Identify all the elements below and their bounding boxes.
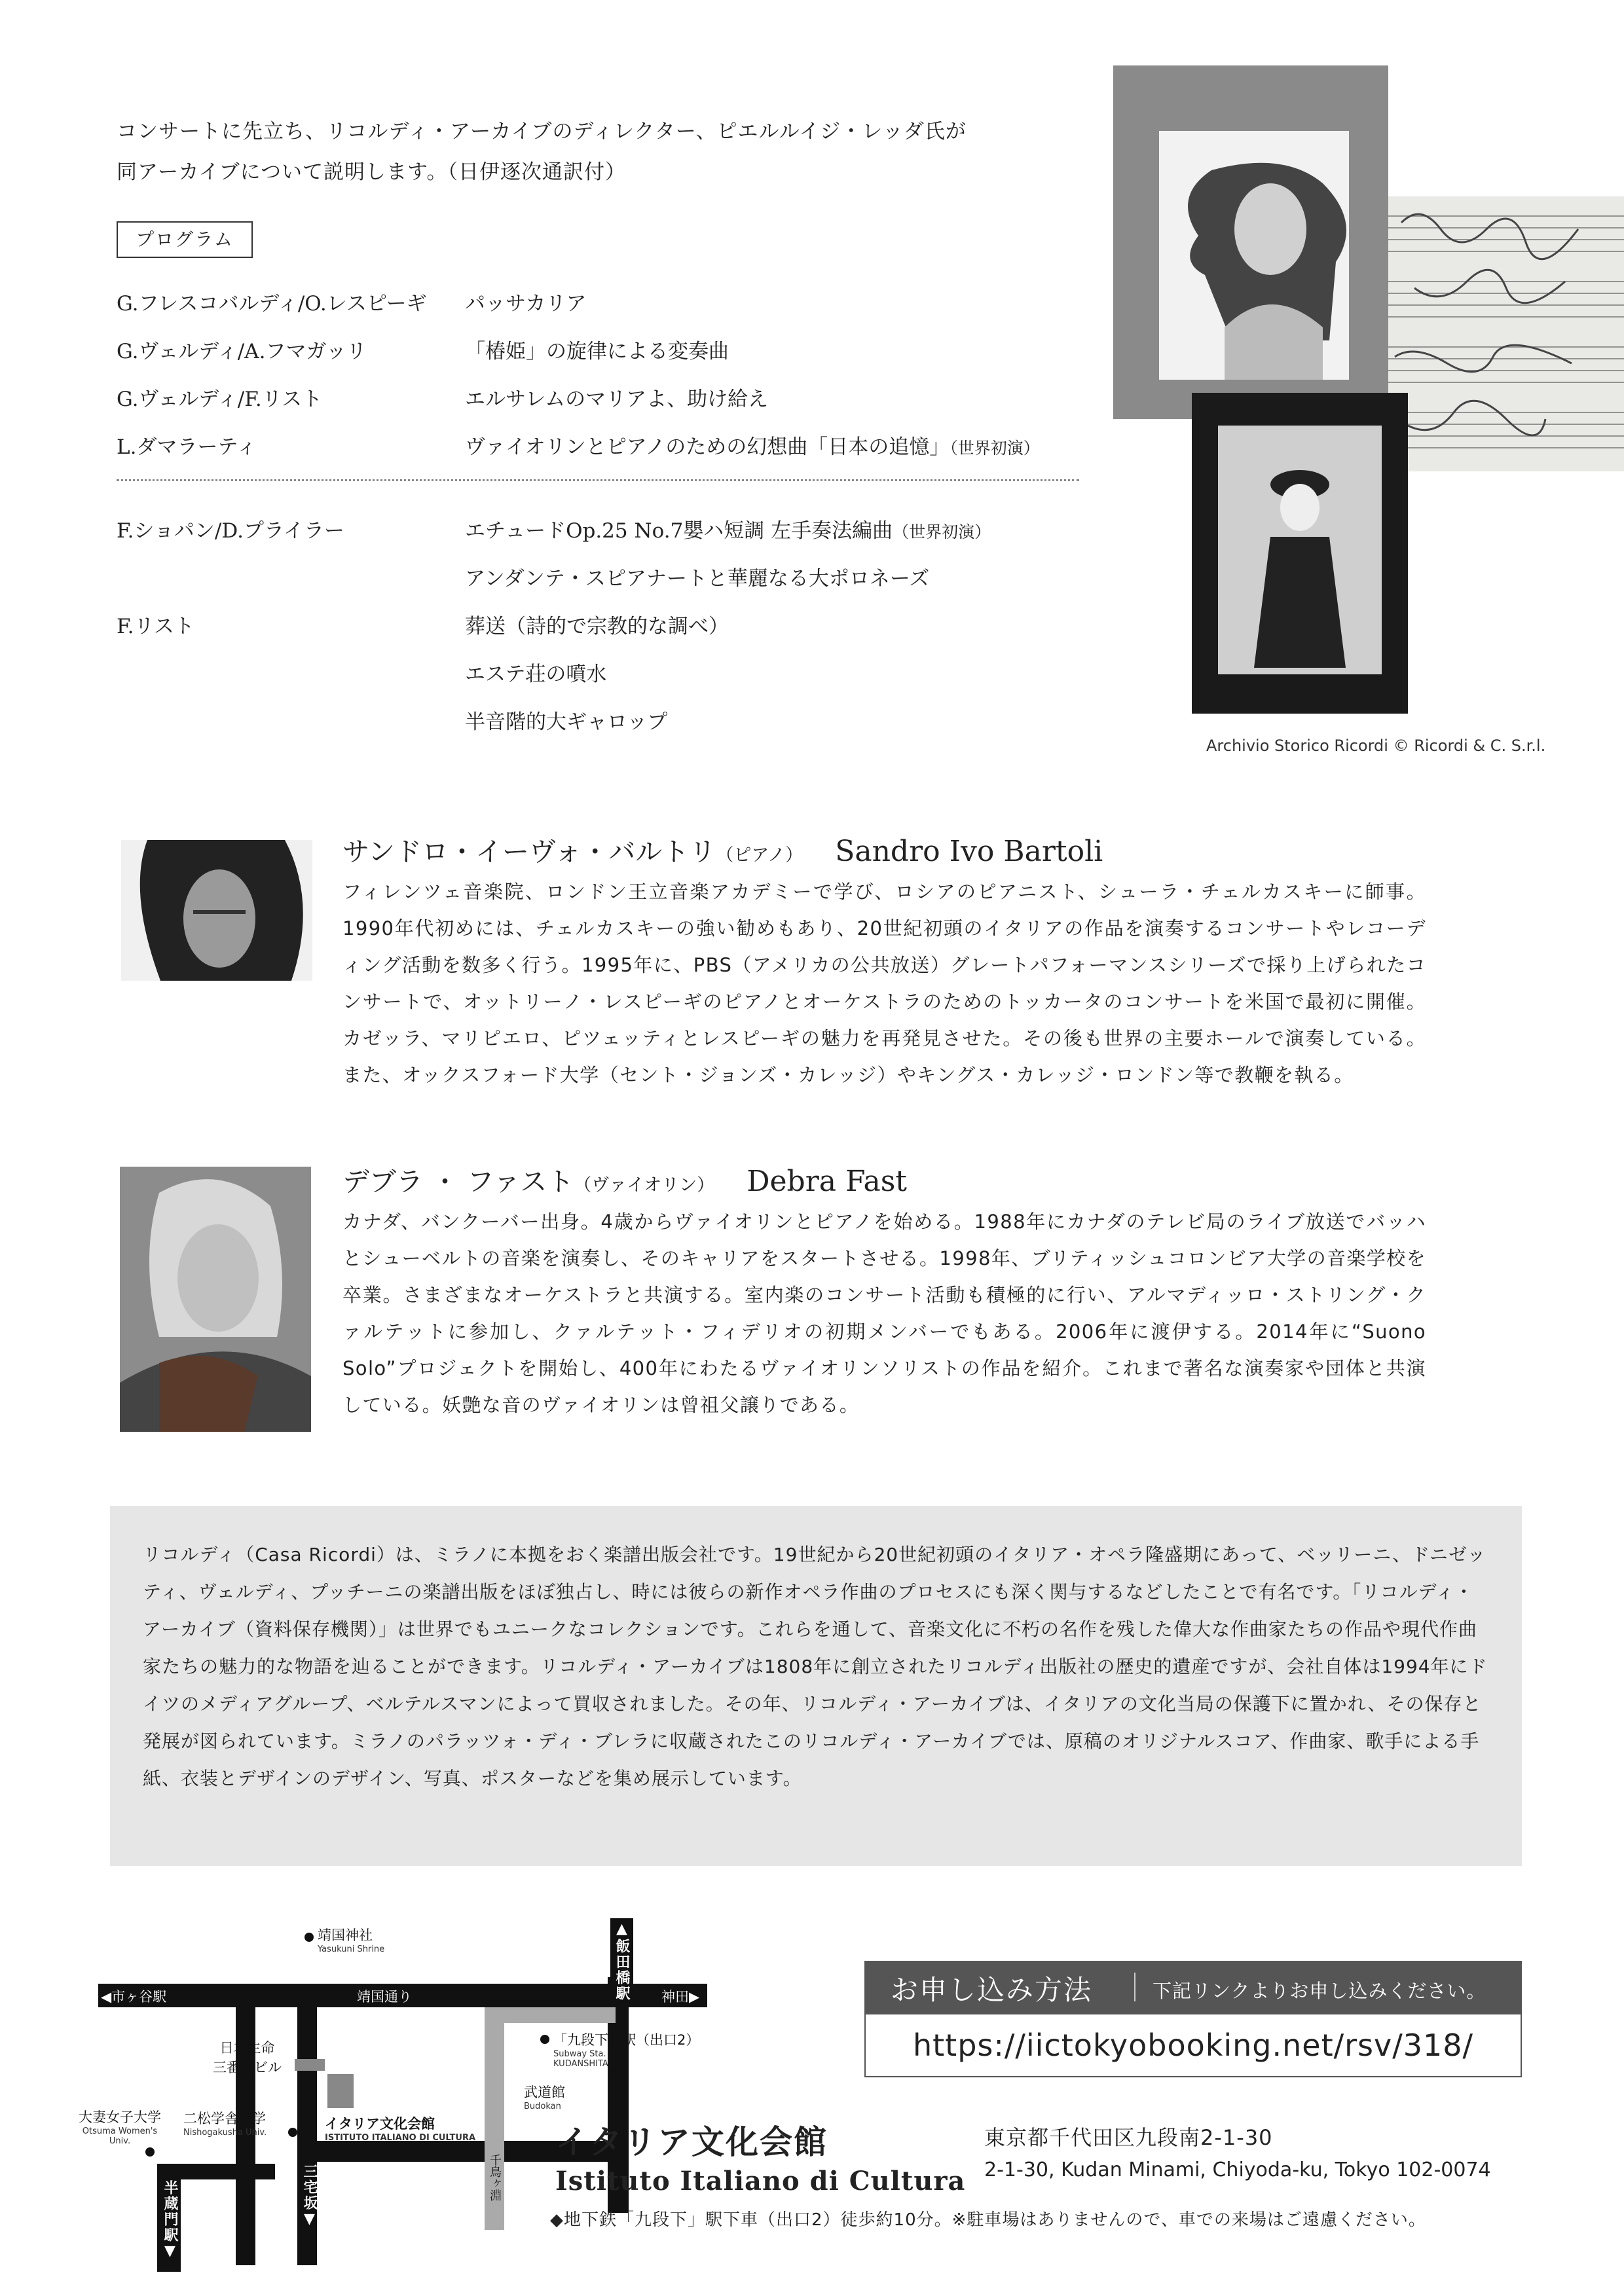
apply-header bbox=[864, 1961, 1522, 2013]
artist-name-latin: Debra Fast bbox=[747, 1165, 907, 1198]
road-gray-horizontal bbox=[485, 2007, 616, 2023]
artist-photo-fast bbox=[120, 1167, 311, 1432]
intro-line-2: 同アーカイブについて説明します。（日伊逐次通訳付） bbox=[117, 160, 626, 184]
road-middle-horizontal bbox=[157, 2164, 275, 2179]
access-note: ◆地下鉄「九段下」駅下車（出口2）徒歩約10分。※駐車場はありませんので、車での来場はご遠慮ください。 bbox=[550, 2210, 1426, 2230]
map-label-kudanshita: 「九段下」駅（出口2） Subway Sta. KUDANSHITA bbox=[553, 2032, 700, 2069]
program-row bbox=[117, 418, 1079, 466]
program-work: ヴァイオリンとピアノのための幻想曲「日本の追憶」（世界初演） bbox=[465, 435, 1040, 459]
program-work: パッサカリア bbox=[465, 292, 587, 316]
map-label-ichigaya: ◀市ヶ谷駅 bbox=[101, 1989, 167, 2005]
building-nissay-marker bbox=[295, 2059, 325, 2071]
ricordi-text: リコルディ（Casa Ricordi）は、ミラノに本拠をおく楽譜出版会社です。19世紀から20世紀初頭のイタリア・オペラ隆盛期にあって、ベッリーニ、ドニゼッティ、ヴェルディ、プッチーニの楽譜出版をほぼ独占し、時には彼らの新作オペラ作曲のプロセスにも深く関与するなどしたことで有名です。「リコルディ・アーカイブ（資料保存機関）」は世界でもユニークなコレクションです。これらを通して、音楽文化に不朽の名作を残した偉大な作曲家たちの作品や現代作曲家たちの魅力的な物語を辿ることができます。リコルディ・アーカイブは1808年に創立されたリコルディ出版社の歴史的遺産ですが、会社自体は1994年にドイツのメディアグループ、ベルテルスマンによって買収されました。その年、リコルディ・アーカイブは、イタリアの文化当局の保護下に置かれ、その保存と発展が図られています。ミラノのパラッツォ・ディ・ブレラに収蔵されたこのリコルディ・アーカイブでは、原稿のオリジナルスコア、作曲家、歌手による手紙、衣装とデザインのデザイン、写真、ポスターなどを集め展示しています。 bbox=[143, 1544, 1488, 1789]
artist-role: （ピアノ） bbox=[716, 845, 803, 866]
map-label-jimbocho: 神田▶ bbox=[661, 1989, 700, 2005]
program-work: エルサレムのマリアよ、助け給え bbox=[465, 388, 769, 411]
program-row bbox=[117, 598, 1079, 646]
program-work: エチュードOp.25 No.7嬰ハ短調 左手奏法編曲（世界初演） bbox=[465, 519, 991, 543]
map-label-nishogakusha: 二松学舎大学 Nishogakusha Univ. bbox=[183, 2111, 267, 2138]
map-dot-nishogakusha bbox=[288, 2128, 297, 2137]
intro-line-1: コンサートに先立ち、リコルディ・アーカイブのディレクター、ピエルルイジ・レッダ氏が bbox=[117, 120, 967, 143]
map-label-yasukuni: 靖国神社 Yasukuni Shrine bbox=[318, 1927, 385, 1954]
map-label-miyakezaka: 三宅坂▼ bbox=[301, 2164, 318, 2229]
archive-portrait-card bbox=[1113, 65, 1388, 419]
program-composer: G.フレスコバルディ/O.レスピーギ bbox=[117, 292, 427, 316]
program-row bbox=[117, 275, 1079, 323]
map-label-yasukuni-dori: 靖国通り bbox=[357, 1989, 412, 2005]
score-manuscript-image bbox=[1375, 196, 1624, 471]
program-row bbox=[117, 502, 1079, 550]
program-composer: G.ヴェルディ/F.リスト bbox=[117, 388, 323, 411]
map-label-iidabashi: ▲飯田橋駅 bbox=[610, 1918, 633, 2004]
building-iic-marker bbox=[327, 2074, 354, 2108]
archive-photo-collage bbox=[1113, 65, 1532, 720]
artist-name-ja: サンドロ・イーヴォ・バルトリ bbox=[342, 836, 716, 867]
program-row bbox=[117, 646, 1079, 693]
institute-address-en: 2-1-30, Kudan Minami, Chiyoda-ku, Tokyo 102-0074 bbox=[984, 2159, 1491, 2181]
map-dot-yasukuni bbox=[304, 1933, 314, 1942]
program-row bbox=[117, 323, 1079, 371]
ricordi-info-box bbox=[110, 1506, 1522, 1866]
map-label-otsuma: 大妻女子大学 Otsuma Women's Univ. bbox=[79, 2109, 161, 2146]
institute-name-it: Istituto Italiano di Cultura bbox=[555, 2166, 966, 2196]
institute-address-ja: 東京都千代田区九段南2-1-30 bbox=[984, 2125, 1273, 2150]
program-work: エステ荘の噴水 bbox=[465, 663, 607, 686]
apply-separator bbox=[1134, 1973, 1135, 2001]
artist-name-latin: Sandro Ivo Bartoli bbox=[835, 835, 1103, 868]
program-composer: F.ショパン/D.プライラー bbox=[117, 519, 345, 543]
artist-role: （ヴァイオリン） bbox=[574, 1175, 715, 1195]
program-composer: L.ダマラーティ bbox=[117, 435, 257, 459]
artist-name-ja: デブラ ・ ファスト bbox=[342, 1166, 574, 1197]
map-label-budokan: 武道館 Budokan bbox=[524, 2085, 565, 2111]
map-dot-otsuma bbox=[145, 2147, 155, 2157]
institute-name-ja: イタリア文化会館 bbox=[555, 2123, 828, 2161]
archive-verdi-portrait bbox=[1192, 393, 1408, 714]
artist-name-fast bbox=[342, 1160, 907, 1199]
map-label-nissay: 日本生命 三番町ビル bbox=[213, 2040, 282, 2075]
map-label-hanzomon: 半蔵門駅▼ bbox=[162, 2180, 178, 2261]
program-row bbox=[117, 371, 1079, 418]
map-label-iic: イタリア文化会館 ISTITUTO ITALIANO DI CULTURA bbox=[325, 2116, 476, 2143]
artist-name-bartoli bbox=[342, 830, 1103, 869]
program-divider bbox=[117, 479, 1079, 481]
program-work: 「椿姫」の旋律による変奏曲 bbox=[465, 340, 729, 363]
map-dot-kudanshita bbox=[540, 2035, 549, 2044]
program-composer: G.ヴェルディ/A.フマガッリ bbox=[117, 340, 367, 363]
program-composer: F.リスト bbox=[117, 615, 194, 638]
program-list bbox=[117, 275, 1079, 741]
photo-credit: Archivio Storico Ricordi © Ricordi & C. S.r.l. bbox=[1206, 737, 1546, 755]
apply-title: お申し込み方法 bbox=[891, 1974, 1093, 2006]
violinist-portrait-image bbox=[120, 1167, 311, 1432]
program-work: 葬送（詩的で宗教的な調べ） bbox=[465, 615, 729, 638]
apply-note: 下記リンクよりお申し込みください。 bbox=[1153, 1980, 1486, 2002]
artist-bio-fast: カナダ、バンクーバー出身。4歳からヴァイオリンとピアノを始める。1988年にカナダのテレビ局のライブ放送でバッハとシューベルトの音楽を演奏し、そのキャリアをスタートさせる。1998年、ブリティッシュコロンビア大学の音楽学校を卒業。さまざまなオーケストラと共演する。室内楽のコンサート活動も積極的に行い、アルマディッロ・ストリング・クァルテットに参加し、クァルテット・フィデリオの初期メンバーでもある。2006年に渡伊する。2014年に“Suono Solo”プロジェクトを開始し、400年にわたるヴァイオリンソリストの作品を紹介。これまで著名な演奏家や団体と共演している。妖艶な音のヴァイオリンは曾祖父譲りである。 bbox=[342, 1211, 1426, 1416]
apply-url-link[interactable]: https://iictokyobooking.net/rsv/318/ bbox=[864, 2013, 1522, 2077]
pianist-portrait-image bbox=[121, 840, 312, 981]
program-row bbox=[117, 693, 1079, 741]
program-work: 半音階的大ギャロップ bbox=[465, 710, 668, 734]
artist-bio-bartoli: フィレンツェ音楽院、ロンドン王立音楽アカデミーで学び、ロシアのピアニスト、シューラ・チェルカスキーに師事。1990年代初めには、チェルカスキーの強い勧めもあり、20世紀初頭のイタリアの作品を演奏するコンサートやレコーディング活動を数多く行う。1995年に、PBS（アメリカの公共放送）グレートパフォーマンスシリーズで採り上げられたコンサートで、オットリーノ・レスピーギのピアノとオーケストラのためのトッカータのコンサートを米国で最初に開催。カゼッラ、マリピエロ、ピツェッティとレスピーギの魅力を再発見させた。その後も世界の主要ホールで演奏している。また、オックスフォード大学（セント・ジョンズ・カレッジ）やキングス・カレッジ・ロンドン等で教鞭を執る。 bbox=[342, 881, 1426, 1086]
program-work: アンダンテ・スピアナートと華麗なる大ポロネーズ bbox=[465, 567, 930, 591]
artist-photo-bartoli bbox=[121, 840, 312, 981]
program-label: プログラム bbox=[117, 221, 253, 258]
intro-text bbox=[117, 111, 1066, 192]
program-row bbox=[117, 550, 1079, 598]
map-label-chidorigafuchi: 千鳥ヶ淵 bbox=[488, 2154, 502, 2201]
